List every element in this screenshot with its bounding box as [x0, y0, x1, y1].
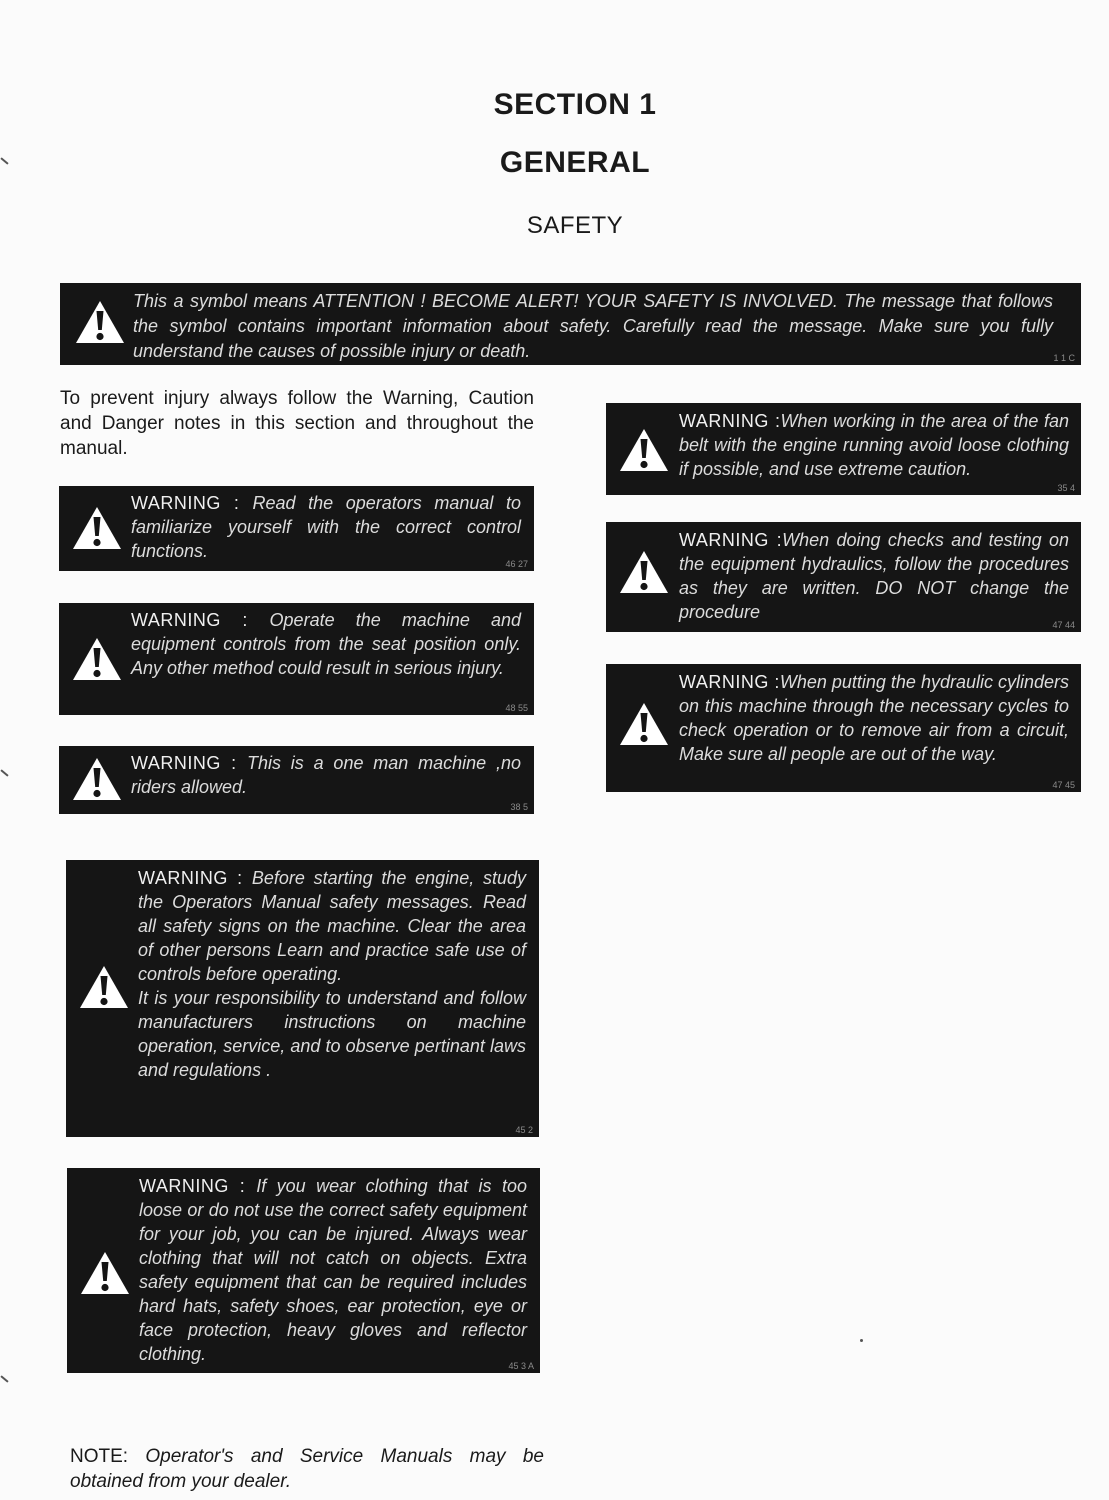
attention-text: This a symbol means ATTENTION ! BECOME ALERT! YOUR SAFETY IS INVOLVED. The message that follows the symbol contains important information about safety. Carefully read the message. Make sure you fully understand the causes of possible injury or death.: [133, 291, 1053, 361]
warning-box: [66, 860, 539, 1137]
warning-triangle-icon: [618, 701, 670, 747]
ref-code: 46 27: [505, 559, 528, 569]
warning-text: WARNING : If you wear clothing that is too loose or do not use the correct safety equipment for your job, you can be injured. Always wear clothing that will not catch on objects. Extra safety equipment that can be required includes hard hats, safety shoes, ear protection, eye or face protection, heavy gloves and reflector clothing.: [139, 1176, 527, 1364]
warning-box: [67, 1168, 540, 1373]
attention-banner: [60, 283, 1081, 365]
note-text: Operator's and Service Manuals may be obtained from your dealer.: [70, 1446, 544, 1492]
warning-triangle-icon: [71, 756, 123, 802]
warning-box: [606, 664, 1081, 792]
ref-code: 38 5: [510, 802, 528, 812]
ref-code: 45 2: [515, 1125, 533, 1135]
warning-box: [59, 603, 534, 715]
warning-text: WARNING :When working in the area of the fan belt with the engine running avoid loose clothing if possible, and use extreme caution.: [679, 411, 1069, 479]
warning-text: WARNING : Before starting the engine, study the Operators Manual safety messages. Read all safety signs on the machine. Clear the area of other persons Learn and practice safe use of controls before operating. It is your responsibility to understand and follow manufacturers instructions on machine operation, service, and to observe pertinant laws and regulations .: [138, 868, 526, 1080]
ref-code: 47 44: [1052, 620, 1075, 630]
warning-text: WARNING : Operate the machine and equipment controls from the seat position only. Any other method could result in serious injury.: [131, 610, 521, 678]
warning-triangle-icon: [79, 1250, 131, 1296]
note-label: NOTE:: [70, 1446, 146, 1467]
ref-code: 48 55: [505, 703, 528, 713]
intro-paragraph: To prevent injury always follow the Warning, Caution and Danger notes in this section and throughout the manual.: [60, 388, 534, 459]
warning-text: WARNING :When doing checks and testing on the equipment hydraulics, follow the procedures as they are written. DO NOT change the procedure: [679, 530, 1070, 622]
warning-text: WARNING : Read the operators manual to familiarize yourself with the correct control functions.: [131, 493, 521, 561]
warning-text: WARNING :When putting the hydraulic cylinders on this machine through the necessary cycles to check operation or to remove air from a circuit, Make sure all people are out of the way.: [679, 672, 1070, 764]
ref-code: 47 45: [1052, 780, 1075, 790]
warning-box: [606, 522, 1081, 632]
warning-triangle-icon: [78, 964, 130, 1010]
warning-triangle-icon: [71, 505, 123, 551]
warning-box: [59, 746, 534, 814]
warning-triangle-icon: [618, 427, 670, 473]
warning-triangle-icon: [74, 299, 126, 345]
note-paragraph: [70, 1444, 544, 1494]
section-title: GENERAL: [499, 146, 651, 179]
warning-box: [59, 486, 534, 571]
scan-mark: [0, 769, 8, 776]
ref-code: 35 4: [1057, 483, 1075, 493]
warning-triangle-icon: [71, 636, 123, 682]
section-subtitle: SAFETY: [526, 212, 624, 239]
warning-triangle-icon: [618, 549, 670, 595]
ref-code: 45 3 A: [508, 1361, 534, 1371]
scan-mark: [0, 1375, 8, 1382]
warning-text: WARNING : This is a one man machine ,no riders allowed.: [131, 753, 521, 797]
section-number: SECTION 1: [493, 88, 657, 121]
warning-box: [606, 403, 1081, 495]
ref-code: 1 1 C: [1053, 353, 1075, 363]
scan-dot: [860, 1339, 863, 1342]
